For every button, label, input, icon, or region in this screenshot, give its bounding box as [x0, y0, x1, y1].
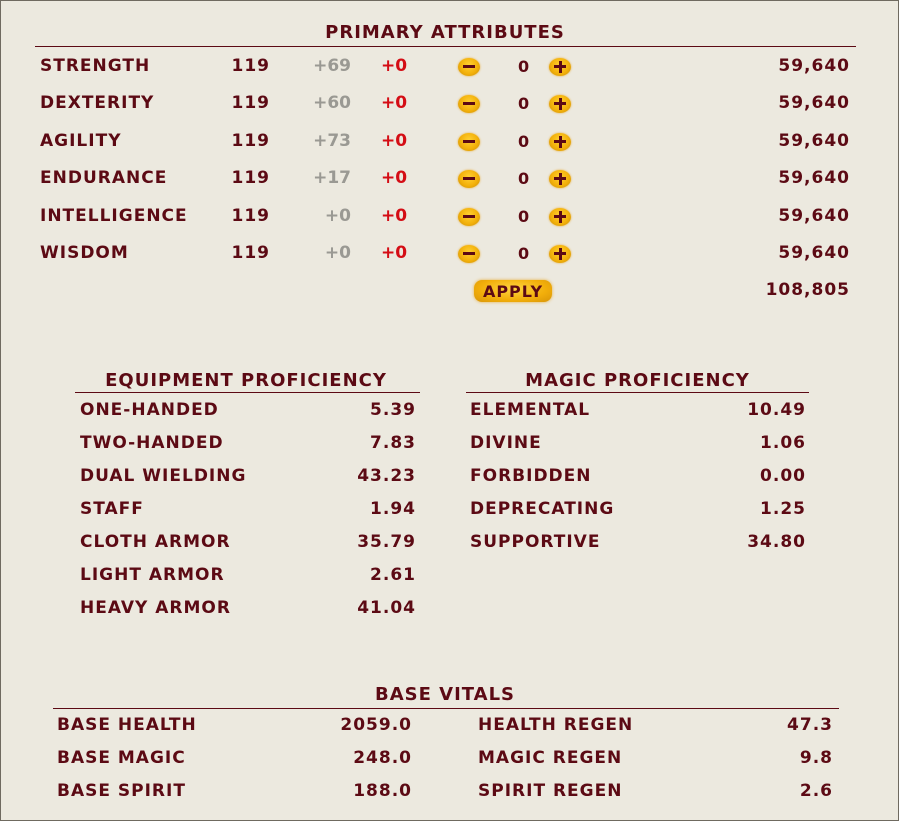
equipment-skill-value: 41.04 — [357, 598, 416, 618]
equipment-skill-name: CLOTH ARMOR — [80, 532, 231, 552]
base-vitals-rule — [53, 708, 839, 709]
equipment-skill-name: TWO-HANDED — [80, 433, 224, 453]
magic-proficiency-rule — [466, 392, 809, 393]
attribute-bonus: +17 — [313, 168, 351, 188]
attribute-cost: 59,640 — [778, 243, 850, 263]
magic-skill-value: 34.80 — [747, 532, 806, 552]
magic-skill-value: 10.49 — [747, 400, 806, 420]
regen-value: 2.6 — [799, 781, 833, 801]
decrease-icon[interactable] — [458, 208, 480, 226]
increase-icon[interactable] — [549, 133, 571, 151]
vital-name: BASE SPIRIT — [57, 781, 186, 801]
attribute-modifier: +0 — [381, 93, 408, 113]
magic-skill-value: 1.25 — [760, 499, 806, 519]
increase-icon[interactable] — [549, 58, 571, 76]
vital-name: BASE HEALTH — [57, 715, 197, 735]
attribute-base: 119 — [231, 93, 270, 113]
attribute-cost: 59,640 — [778, 206, 850, 226]
attribute-pending: 0 — [518, 132, 530, 151]
equipment-skill-value: 7.83 — [370, 433, 416, 453]
vital-value: 188.0 — [353, 781, 412, 801]
attribute-name: STRENGTH — [40, 56, 151, 76]
equipment-skill-name: LIGHT ARMOR — [80, 565, 225, 585]
attribute-name: ENDURANCE — [40, 168, 168, 188]
apply-button[interactable]: APPLY — [474, 280, 552, 302]
magic-skill-name: FORBIDDEN — [470, 466, 592, 486]
primary-attributes-rule — [35, 46, 856, 47]
attribute-modifier: +0 — [381, 168, 408, 188]
vital-value: 248.0 — [353, 748, 412, 768]
attribute-name: AGILITY — [40, 131, 122, 151]
attribute-name: WISDOM — [40, 243, 129, 263]
regen-name: SPIRIT REGEN — [478, 781, 623, 801]
attribute-base: 119 — [231, 243, 270, 263]
attribute-modifier: +0 — [381, 56, 408, 76]
attribute-bonus: +0 — [324, 243, 351, 263]
equipment-skill-name: DUAL WIELDING — [80, 466, 247, 486]
attribute-base: 119 — [231, 168, 270, 188]
attribute-cost: 59,640 — [778, 93, 850, 113]
attribute-bonus: +69 — [313, 56, 351, 76]
increase-icon[interactable] — [549, 170, 571, 188]
total-cost: 108,805 — [765, 280, 850, 300]
increase-icon[interactable] — [549, 95, 571, 113]
decrease-icon[interactable] — [458, 133, 480, 151]
attribute-bonus: +0 — [324, 206, 351, 226]
attribute-pending: 0 — [518, 94, 530, 113]
attribute-base: 119 — [231, 131, 270, 151]
vital-value: 2059.0 — [340, 715, 412, 735]
decrease-icon[interactable] — [458, 170, 480, 188]
attribute-pending: 0 — [518, 169, 530, 188]
attribute-modifier: +0 — [381, 243, 408, 263]
equipment-skill-name: STAFF — [80, 499, 144, 519]
equipment-skill-value: 35.79 — [357, 532, 416, 552]
attribute-cost: 59,640 — [778, 56, 850, 76]
attribute-pending: 0 — [518, 207, 530, 226]
equipment-skill-name: ONE-HANDED — [80, 400, 219, 420]
equipment-skill-value: 5.39 — [370, 400, 416, 420]
attribute-cost: 59,640 — [778, 168, 850, 188]
decrease-icon[interactable] — [458, 245, 480, 263]
magic-proficiency-title: MAGIC PROFICIENCY — [525, 370, 750, 391]
equipment-skill-value: 2.61 — [370, 565, 416, 585]
attribute-bonus: +73 — [313, 131, 351, 151]
magic-skill-name: ELEMENTAL — [470, 400, 591, 420]
regen-value: 9.8 — [799, 748, 833, 768]
magic-skill-value: 0.00 — [760, 466, 806, 486]
primary-attributes-title: PRIMARY ATTRIBUTES — [325, 22, 565, 43]
magic-skill-name: DIVINE — [470, 433, 542, 453]
increase-icon[interactable] — [549, 245, 571, 263]
regen-name: HEALTH REGEN — [478, 715, 634, 735]
decrease-icon[interactable] — [458, 58, 480, 76]
attribute-name: DEXTERITY — [40, 93, 155, 113]
increase-icon[interactable] — [549, 208, 571, 226]
magic-skill-value: 1.06 — [760, 433, 806, 453]
attribute-cost: 59,640 — [778, 131, 850, 151]
equipment-proficiency-rule — [75, 392, 420, 393]
attribute-base: 119 — [231, 206, 270, 226]
magic-skill-name: SUPPORTIVE — [470, 532, 601, 552]
equipment-skill-value: 43.23 — [357, 466, 416, 486]
attribute-pending: 0 — [518, 57, 530, 76]
equipment-skill-name: HEAVY ARMOR — [80, 598, 231, 618]
attribute-pending: 0 — [518, 244, 530, 263]
attribute-modifier: +0 — [381, 206, 408, 226]
magic-skill-name: DEPRECATING — [470, 499, 615, 519]
regen-name: MAGIC REGEN — [478, 748, 623, 768]
attribute-base: 119 — [231, 56, 270, 76]
base-vitals-title: BASE VITALS — [374, 684, 516, 705]
equipment-skill-value: 1.94 — [370, 499, 416, 519]
vital-name: BASE MAGIC — [57, 748, 186, 768]
regen-value: 47.3 — [787, 715, 833, 735]
equipment-proficiency-title: EQUIPMENT PROFICIENCY — [105, 370, 387, 391]
attribute-bonus: +60 — [313, 93, 351, 113]
decrease-icon[interactable] — [458, 95, 480, 113]
attribute-modifier: +0 — [381, 131, 408, 151]
attribute-name: INTELLIGENCE — [40, 206, 188, 226]
